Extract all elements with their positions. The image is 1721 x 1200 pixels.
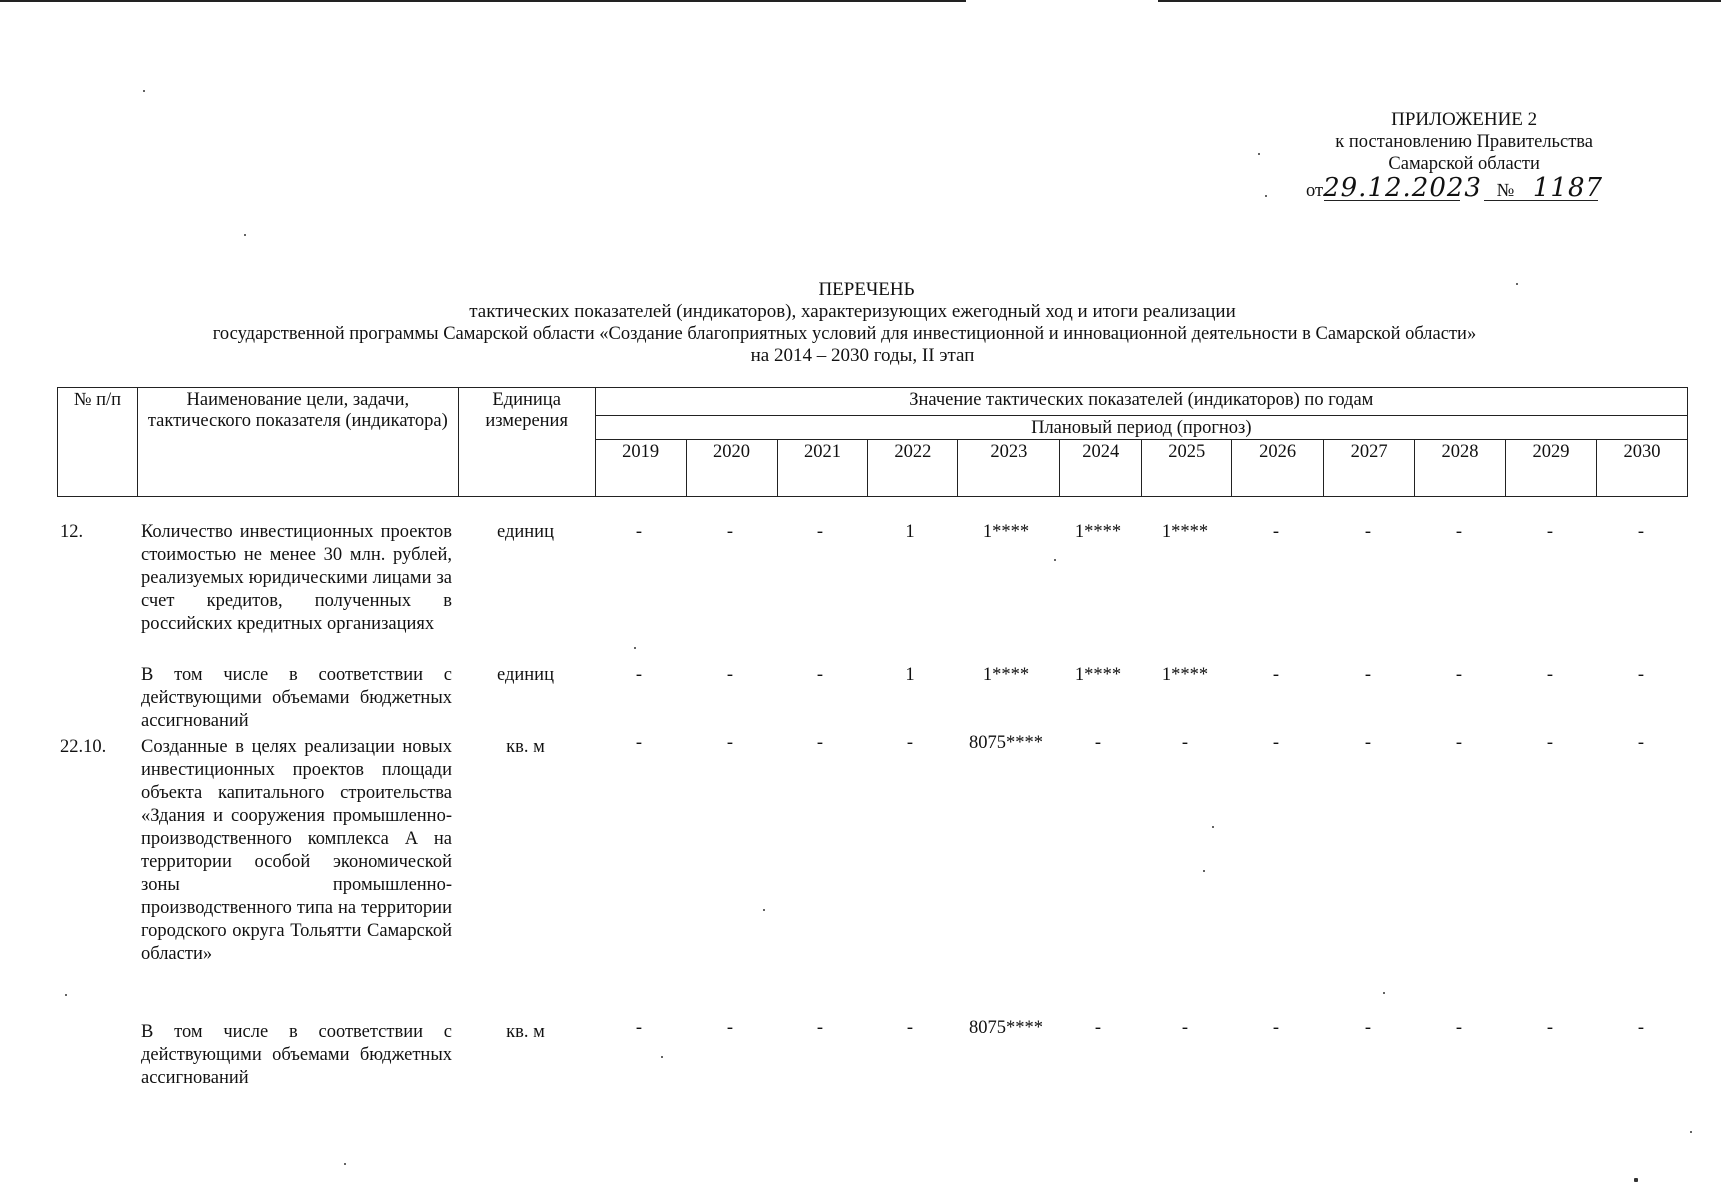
year-value-cell: - xyxy=(1637,1018,1645,1038)
scan-speck xyxy=(1516,283,1518,285)
scan-speck xyxy=(661,1056,663,1058)
year-value-cell: - xyxy=(1455,665,1463,685)
col-header-year: 2025 xyxy=(1142,440,1232,497)
scan-edge-line xyxy=(1158,0,1721,2)
scan-speck xyxy=(1690,1131,1692,1133)
col-header-year: 2029 xyxy=(1506,440,1597,497)
year-value-cell: - xyxy=(1181,1018,1189,1038)
col-header-year: 2028 xyxy=(1415,440,1506,497)
col-header-values-group: Значение тактических показателей (индикаторов) по годам xyxy=(595,388,1687,416)
col-header-year: 2024 xyxy=(1060,440,1142,497)
appendix-block xyxy=(1335,109,1593,175)
year-value-cell: - xyxy=(1364,522,1372,542)
handwritten-date: 29.12.2023 xyxy=(1323,173,1482,203)
scan-speck xyxy=(634,647,636,649)
date-underline xyxy=(1324,200,1460,201)
year-value-cell: - xyxy=(1637,665,1645,685)
year-value-cell: - xyxy=(726,1018,734,1038)
year-value-cell: - xyxy=(1546,1018,1554,1038)
year-value-cell: - xyxy=(1364,1018,1372,1038)
number-prefix: № xyxy=(1496,181,1515,201)
year-value-cell: - xyxy=(816,665,824,685)
year-value-cell: 8075**** xyxy=(969,733,1043,753)
document-heading: ПЕРЕЧЕНЬ xyxy=(818,279,915,300)
indicators-table-header xyxy=(57,387,1688,497)
year-value-cell: 1 xyxy=(905,522,915,542)
year-value-cell: - xyxy=(726,522,734,542)
appendix-ref: к постановлению Правительства xyxy=(1335,132,1593,152)
year-value-cell: - xyxy=(1546,522,1554,542)
appendix-date-line xyxy=(1306,173,1603,203)
document-subtitle-3: на 2014 – 2030 годы, II этап xyxy=(750,345,975,366)
year-value-cell: 1**** xyxy=(982,522,1030,542)
col-header-num: № п/п xyxy=(58,388,138,497)
scan-speck xyxy=(1383,992,1385,994)
year-value-cell: - xyxy=(635,1018,643,1038)
year-value-cell: 1**** xyxy=(982,665,1030,685)
col-header-year: 2030 xyxy=(1596,440,1687,497)
row-number: 22.10. xyxy=(60,737,107,757)
year-value-cell: 1**** xyxy=(1161,522,1209,542)
year-value-cell: - xyxy=(1272,733,1280,753)
col-header-unit: Единица измерения xyxy=(458,388,595,497)
year-value-cell: - xyxy=(1364,733,1372,753)
row-name: В том числе в соответствии с действующими объемами бюджетных ассигнований xyxy=(141,1022,452,1088)
col-header-year: 2020 xyxy=(686,440,777,497)
col-header-plan-period: Плановый период (прогноз) xyxy=(595,416,1687,440)
year-value-cell: - xyxy=(1094,733,1102,753)
year-value-cell: 1**** xyxy=(1074,665,1122,685)
number-underline xyxy=(1484,200,1598,201)
row-name: Количество инвестиционных проектов стоимостью не менее 30 млн. рублей, реализуемых юридическими лицами за счет кредитов, полученных в российских кредитных организациях xyxy=(141,522,452,634)
row-name: Созданные в целях реализации новых инвестиционных проектов площади объекта капитального строительства «Здания и сооружения промышленно-производственного комплекса А на территории особой экономической зоны промышленно-производственного типа на территории городского округа Тольятти Самарской области» xyxy=(141,737,452,964)
scan-speck xyxy=(65,994,67,996)
year-value-cell: - xyxy=(1181,733,1189,753)
year-value-cell: 8075**** xyxy=(969,1018,1043,1038)
scan-speck xyxy=(1634,1178,1638,1182)
year-value-cell: 1**** xyxy=(1074,522,1122,542)
scan-edge-line xyxy=(0,0,966,2)
year-value-cell: - xyxy=(1637,733,1645,753)
col-header-year: 2026 xyxy=(1232,440,1324,497)
year-value-cell: - xyxy=(635,522,643,542)
year-value-cell: - xyxy=(1094,1018,1102,1038)
scan-speck xyxy=(1258,153,1260,155)
handwritten-number: 1187 xyxy=(1532,173,1604,203)
row-unit: единиц xyxy=(497,522,554,542)
year-value-cell: - xyxy=(1546,665,1554,685)
col-header-year: 2027 xyxy=(1324,440,1415,497)
year-value-cell: - xyxy=(635,733,643,753)
scan-speck xyxy=(1265,195,1267,197)
row-number: 12. xyxy=(60,522,84,542)
year-value-cell: 1**** xyxy=(1161,665,1209,685)
document-subtitle-2: государственной программы Самарской области «Создание благоприятных условий для инвестиционной и инновационной деятельности в Самарской области» xyxy=(212,324,1477,344)
document-subtitle-1: тактических показателей (индикаторов), характеризующих ежегодный ход и итоги реализации xyxy=(469,301,1236,322)
year-value-cell: - xyxy=(1272,522,1280,542)
year-value-cell: - xyxy=(1455,1018,1463,1038)
year-value-cell: - xyxy=(816,1018,824,1038)
year-value-cell: - xyxy=(1637,522,1645,542)
scan-speck xyxy=(1054,559,1056,561)
scan-speck xyxy=(143,90,145,92)
col-header-year: 2022 xyxy=(868,440,958,497)
appendix-title: ПРИЛОЖЕНИЕ 2 xyxy=(1391,109,1538,130)
row-unit: кв. м xyxy=(506,1022,545,1042)
row-unit: кв. м xyxy=(506,737,545,757)
year-value-cell: - xyxy=(1272,1018,1280,1038)
year-value-cell: - xyxy=(726,733,734,753)
year-value-cell: - xyxy=(816,733,824,753)
year-value-cell: - xyxy=(906,1018,914,1038)
row-name: В том числе в соответствии с действующими объемами бюджетных ассигнований xyxy=(141,665,452,731)
year-value-cell: - xyxy=(816,522,824,542)
year-value-cell: - xyxy=(635,665,643,685)
year-value-cell: - xyxy=(726,665,734,685)
year-value-cell: - xyxy=(1272,665,1280,685)
year-value-cell: - xyxy=(1364,665,1372,685)
scan-speck xyxy=(763,909,765,911)
scan-speck xyxy=(244,234,246,236)
scan-speck xyxy=(1212,826,1214,828)
appendix-region: Самарской области xyxy=(1388,154,1540,174)
year-value-cell: - xyxy=(1546,733,1554,753)
col-header-year: 2021 xyxy=(777,440,868,497)
scan-speck xyxy=(1203,870,1205,872)
year-value-cell: - xyxy=(906,733,914,753)
scan-speck xyxy=(344,1163,346,1165)
col-header-name: Наименование цели, задачи, тактического показателя (индикатора) xyxy=(137,388,458,497)
year-value-cell: - xyxy=(1455,522,1463,542)
col-header-year: 2019 xyxy=(595,440,686,497)
year-value-cell: 1 xyxy=(905,665,915,685)
col-header-year: 2023 xyxy=(958,440,1060,497)
year-value-cell: - xyxy=(1455,733,1463,753)
row-unit: единиц xyxy=(497,665,554,685)
date-prefix: от xyxy=(1306,181,1324,201)
